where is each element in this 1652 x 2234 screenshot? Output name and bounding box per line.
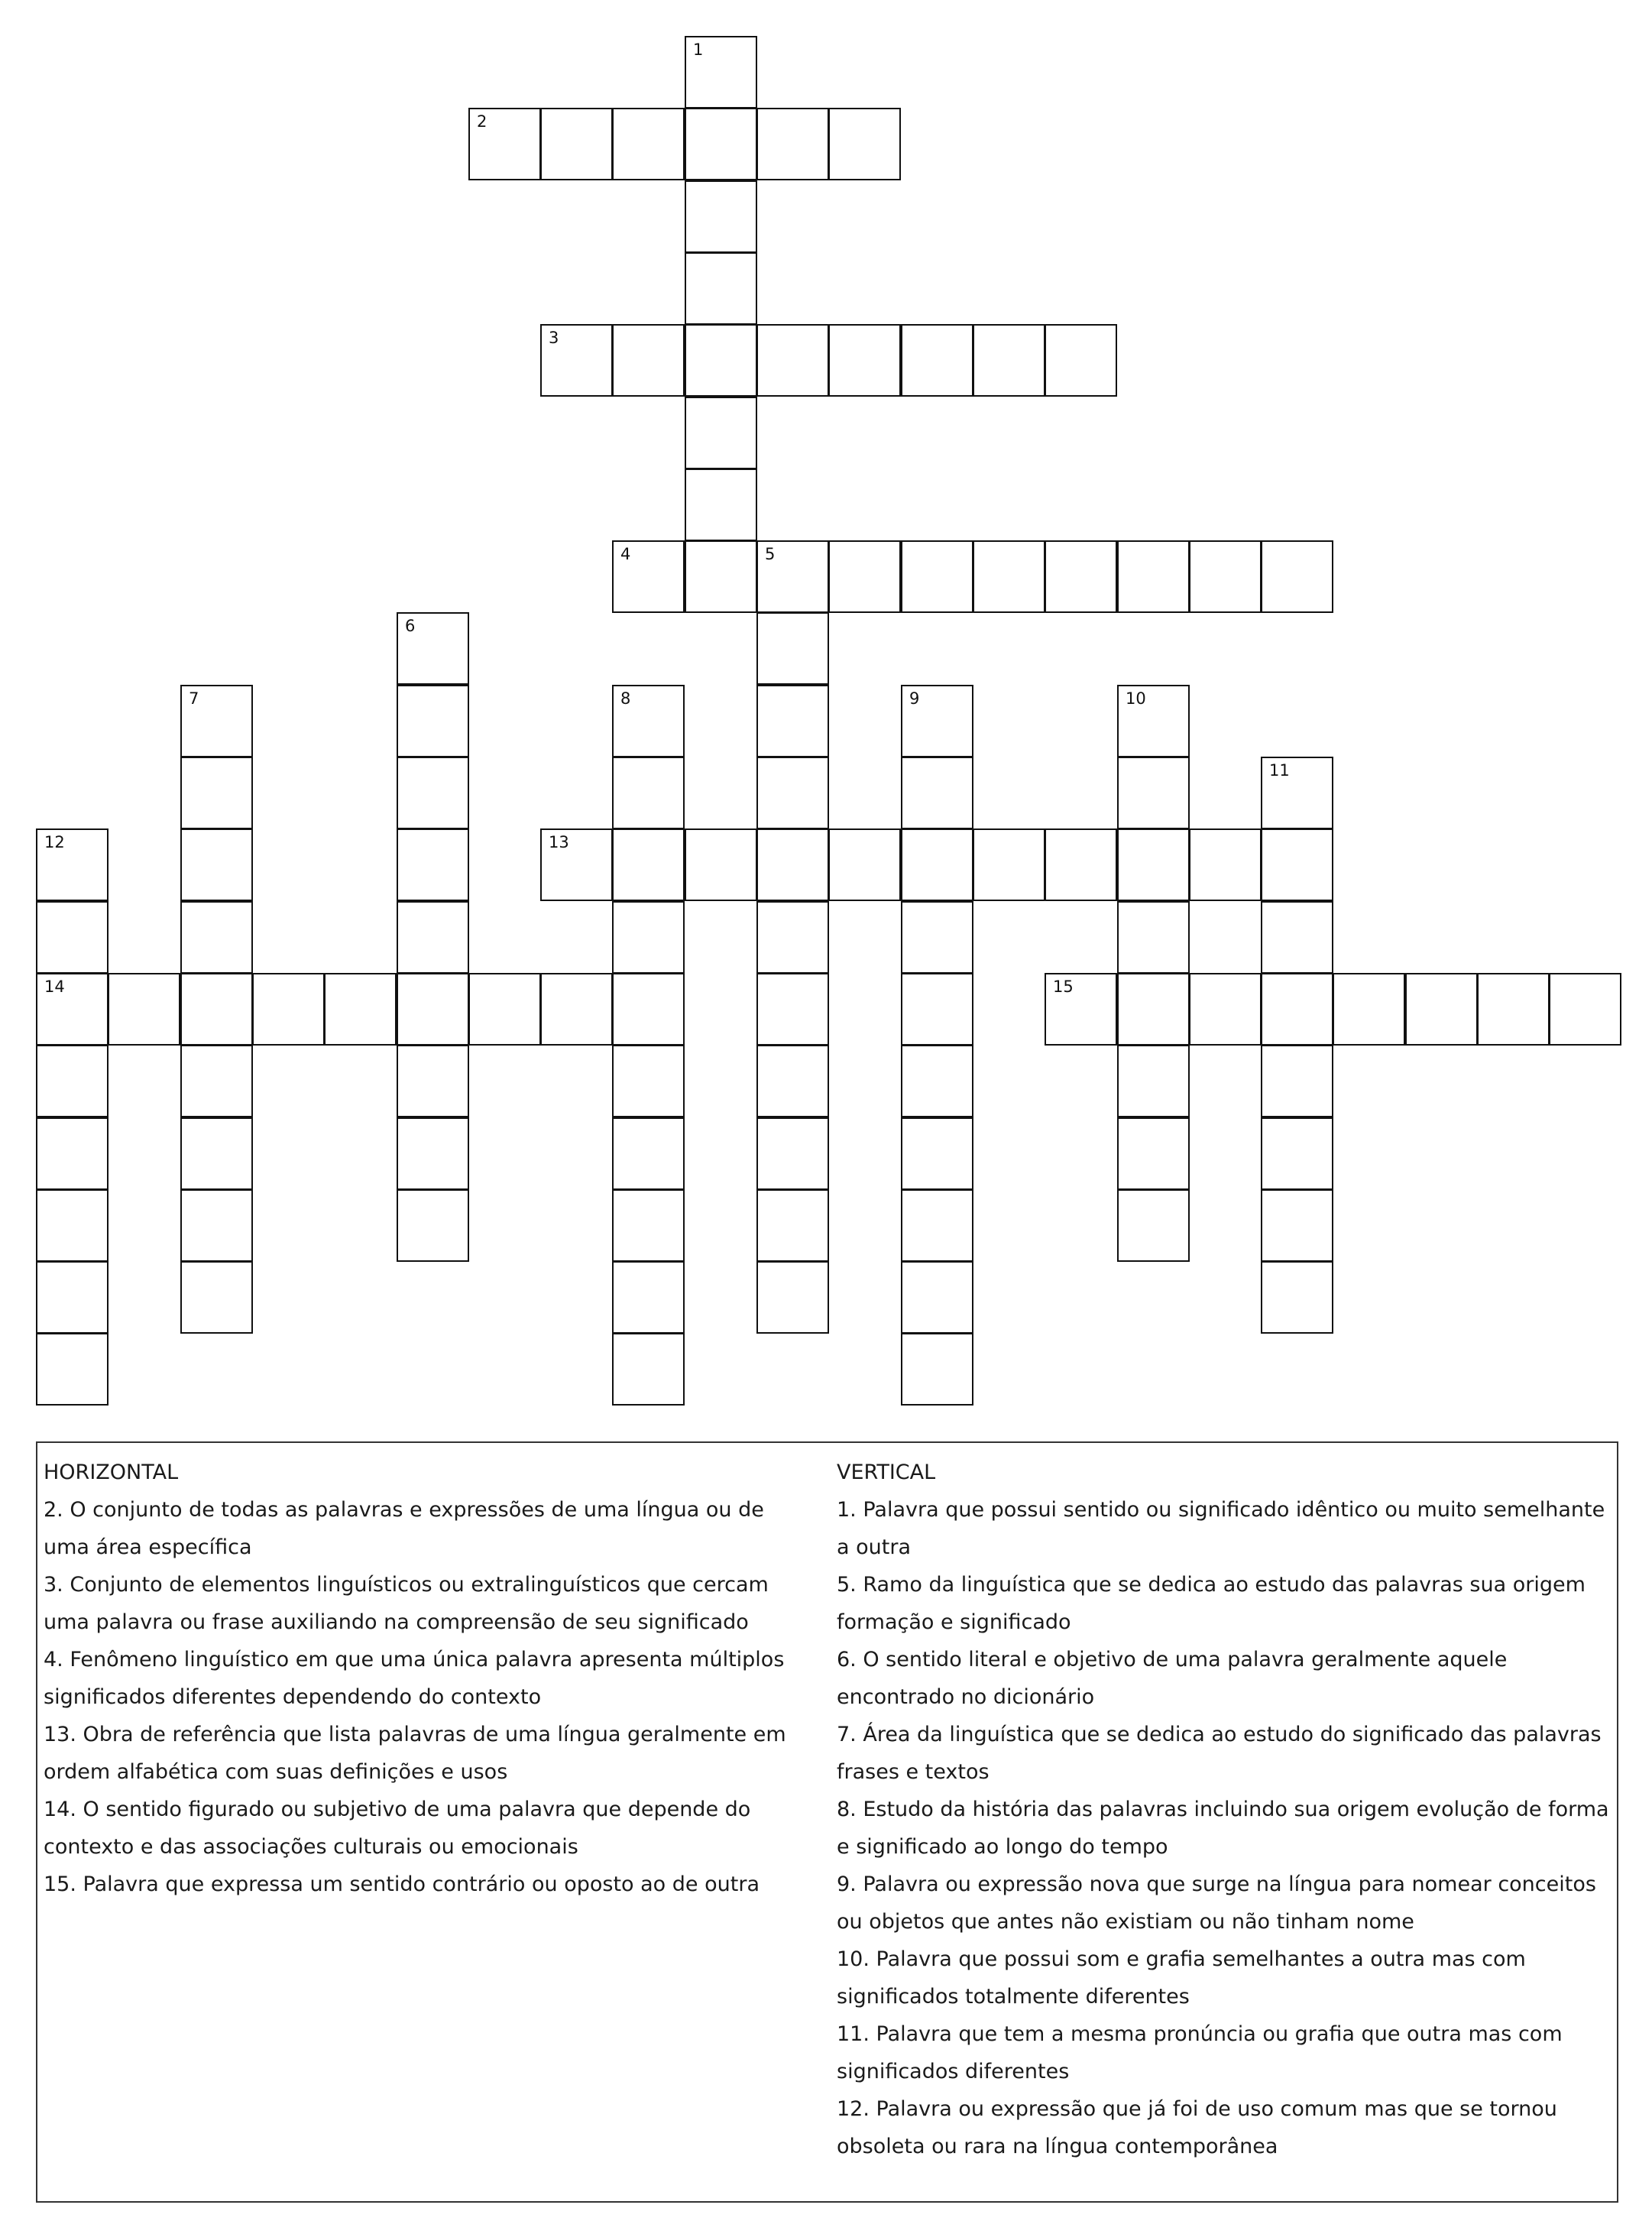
grid-cell[interactable] [1117, 828, 1190, 901]
grid-cell[interactable] [36, 1045, 109, 1117]
grid-cell[interactable] [973, 828, 1045, 901]
vertical-clues [837, 1454, 1612, 2165]
clue-number: 8 [620, 689, 631, 708]
clue-v-8: 8. Estudo da história das palavras incluindo sua origem evolução de forma e significado ao longo do tempo [837, 1798, 1609, 1859]
grid-cell[interactable] [180, 1045, 253, 1117]
grid-cell[interactable] [612, 757, 685, 829]
grid-cell[interactable] [540, 108, 613, 180]
grid-cell[interactable] [1117, 1045, 1190, 1117]
grid-cell[interactable] [901, 540, 973, 613]
grid-cell[interactable] [1477, 973, 1550, 1046]
grid-cell[interactable] [612, 973, 685, 1046]
grid-cell[interactable] [901, 1045, 973, 1117]
grid-cell[interactable] [901, 828, 973, 901]
grid-cell[interactable] [1189, 828, 1262, 901]
grid-cell[interactable] [1549, 973, 1621, 1046]
grid-cell[interactable] [973, 324, 1045, 397]
grid-cell[interactable] [180, 757, 253, 829]
clue-number: 6 [405, 617, 416, 635]
grid-cell[interactable] [685, 397, 757, 469]
grid-cell-10[interactable] [1117, 685, 1190, 757]
grid-cell[interactable] [612, 1333, 685, 1406]
grid-cell[interactable] [756, 1045, 829, 1117]
grid-cell-7[interactable] [180, 685, 253, 757]
grid-cell[interactable] [180, 828, 253, 901]
grid-cell[interactable] [901, 1117, 973, 1190]
grid-cell-8[interactable] [612, 685, 685, 757]
grid-cell[interactable] [685, 108, 757, 180]
grid-cell[interactable] [612, 1045, 685, 1117]
grid-cell[interactable] [756, 901, 829, 974]
clue-number: 10 [1126, 689, 1146, 708]
grid-cell[interactable] [36, 1189, 109, 1262]
grid-cell[interactable] [901, 1261, 973, 1334]
grid-cell-4[interactable] [612, 540, 685, 613]
grid-cell[interactable] [108, 973, 180, 1046]
grid-cell[interactable] [756, 1261, 829, 1334]
grid-cell[interactable] [1261, 540, 1333, 613]
grid-cell[interactable] [685, 324, 757, 397]
clue-v-9: 9. Palavra ou expressão nova que surge na língua para nomear conceitos ou objetos que antes não existiam ou não tinham nome [837, 1872, 1596, 1934]
grid-cell-5[interactable] [756, 540, 829, 613]
grid-cell[interactable] [1261, 973, 1333, 1046]
grid-cell[interactable] [756, 324, 829, 397]
grid-cell-9[interactable] [901, 685, 973, 757]
grid-cell[interactable] [1045, 324, 1117, 397]
grid-cell[interactable] [1045, 828, 1117, 901]
grid-cell[interactable] [685, 252, 757, 325]
clue-h-4: 4. Fenômeno linguístico em que uma única palavra apresenta múltiplos significados diferentes dependendo do contexto [44, 1648, 785, 1709]
grid-cell[interactable] [756, 828, 829, 901]
clue-number: 14 [44, 978, 65, 996]
grid-cell[interactable] [1333, 973, 1405, 1046]
grid-cell[interactable] [540, 973, 613, 1046]
clue-number: 4 [620, 545, 631, 563]
grid-cell[interactable] [1189, 973, 1262, 1046]
grid-cell[interactable] [828, 108, 901, 180]
grid-cell[interactable] [1261, 1117, 1333, 1190]
grid-cell[interactable] [468, 973, 541, 1046]
grid-cell[interactable] [756, 612, 829, 685]
horizontal-heading: HORIZONTAL [44, 1461, 179, 1484]
grid-cell[interactable] [828, 828, 901, 901]
clue-v-11: 11. Palavra que tem a mesma pronúncia ou grafia que outra mas com significados diferentes [837, 2022, 1563, 2083]
grid-cell[interactable] [612, 901, 685, 974]
clue-number: 11 [1269, 761, 1290, 780]
grid-cell-3[interactable] [540, 324, 613, 397]
grid-cell[interactable] [397, 685, 469, 757]
horizontal-clues [44, 1454, 815, 1903]
grid-cell[interactable] [612, 324, 685, 397]
grid-cell[interactable] [397, 1189, 469, 1262]
grid-cell[interactable] [397, 1045, 469, 1117]
grid-cell[interactable] [973, 540, 1045, 613]
grid-cell[interactable] [612, 828, 685, 901]
clue-number: 2 [477, 112, 488, 131]
grid-cell-2[interactable] [468, 108, 541, 180]
grid-cell[interactable] [180, 901, 253, 974]
grid-cell[interactable] [1261, 828, 1333, 901]
grid-cell[interactable] [756, 757, 829, 829]
clue-number: 1 [693, 41, 704, 59]
grid-cell-15[interactable] [1045, 973, 1117, 1046]
grid-cell[interactable] [1405, 973, 1478, 1046]
clue-v-10: 10. Palavra que possui som e grafia semelhantes a outra mas com significados totalmente diferentes [837, 1947, 1526, 2009]
grid-cell[interactable] [901, 1189, 973, 1262]
grid-cell[interactable] [36, 1333, 109, 1406]
grid-cell[interactable] [1117, 540, 1190, 613]
clue-number: 3 [549, 329, 559, 347]
grid-cell[interactable] [180, 1189, 253, 1262]
clue-number: 7 [189, 689, 199, 708]
grid-cell[interactable] [1117, 1189, 1190, 1262]
grid-cell[interactable] [397, 973, 469, 1046]
grid-cell[interactable] [397, 901, 469, 974]
clue-h-13: 13. Obra de referência que lista palavras de uma língua geralmente em ordem alfabética com suas definições e usos [44, 1723, 786, 1784]
grid-cell-14[interactable] [36, 973, 109, 1046]
grid-cell[interactable] [324, 973, 397, 1046]
grid-cell[interactable] [756, 973, 829, 1046]
grid-cell[interactable] [901, 1333, 973, 1406]
grid-cell[interactable] [756, 1117, 829, 1190]
grid-cell[interactable] [901, 901, 973, 974]
grid-cell[interactable] [36, 1261, 109, 1334]
grid-cell[interactable] [397, 828, 469, 901]
grid-cell[interactable] [1117, 757, 1190, 829]
clue-number: 15 [1053, 978, 1074, 996]
vertical-heading: VERTICAL [837, 1461, 936, 1484]
grid-cell[interactable] [612, 1189, 685, 1262]
grid-cell[interactable] [180, 973, 253, 1046]
grid-cell[interactable] [252, 973, 325, 1046]
grid-cell[interactable] [756, 685, 829, 757]
grid-cell[interactable] [1117, 1117, 1190, 1190]
grid-cell[interactable] [36, 1117, 109, 1190]
clue-v-1: 1. Palavra que possui sentido ou significado idêntico ou muito semelhante a outra [837, 1498, 1605, 1559]
grid-cell[interactable] [685, 180, 757, 253]
clue-number: 9 [909, 689, 920, 708]
grid-cell[interactable] [901, 757, 973, 829]
grid-cell[interactable] [1045, 540, 1117, 613]
clue-h-15: 15. Palavra que expressa um sentido contrário ou oposto ao de outra [44, 1872, 760, 1896]
grid-cell[interactable] [901, 324, 973, 397]
grid-cell[interactable] [397, 757, 469, 829]
grid-cell[interactable] [612, 108, 685, 180]
grid-cell[interactable] [685, 828, 757, 901]
clue-number: 5 [765, 545, 776, 563]
grid-cell[interactable] [1261, 1261, 1333, 1334]
grid-cell[interactable] [685, 540, 757, 613]
clue-number: 12 [44, 833, 65, 851]
clue-v-5: 5. Ramo da linguística que se dedica ao estudo das palavras sua origem formação e significado [837, 1573, 1586, 1634]
grid-cell-1[interactable] [685, 36, 757, 109]
grid-cell-12[interactable] [36, 828, 109, 901]
grid-cell[interactable] [685, 469, 757, 541]
clue-v-6: 6. O sentido literal e objetivo de uma palavra geralmente aquele encontrado no dicionário [837, 1648, 1508, 1709]
grid-cell[interactable] [756, 1189, 829, 1262]
grid-cell[interactable] [828, 324, 901, 397]
grid-cell[interactable] [828, 540, 901, 613]
grid-cell[interactable] [612, 1261, 685, 1334]
grid-cell[interactable] [180, 1261, 253, 1334]
grid-cell-6[interactable] [397, 612, 469, 685]
grid-cell[interactable] [612, 1117, 685, 1190]
clue-v-7: 7. Área da linguística que se dedica ao estudo do significado das palavras frases e textos [837, 1723, 1602, 1784]
grid-cell-13[interactable] [540, 828, 613, 901]
grid-cell[interactable] [397, 1117, 469, 1190]
grid-cell[interactable] [1117, 901, 1190, 974]
clue-v-12: 12. Palavra ou expressão que já foi de uso comum mas que se tornou obsoleta ou rara na língua contemporânea [837, 2097, 1557, 2158]
grid-cell-11[interactable] [1261, 757, 1333, 829]
clue-number: 13 [549, 833, 569, 851]
grid-cell[interactable] [1117, 973, 1190, 1046]
clue-h-3: 3. Conjunto de elementos linguísticos ou extralinguísticos que cercam uma palavra ou frase auxiliando na compreensão de seu significado [44, 1573, 769, 1634]
grid-cell[interactable] [1189, 540, 1262, 613]
clues-box [36, 1441, 1618, 2203]
grid-cell[interactable] [901, 973, 973, 1046]
clue-h-2: 2. O conjunto de todas as palavras e expressões de uma língua ou de uma área específica [44, 1498, 764, 1559]
grid-cell[interactable] [1261, 1045, 1333, 1117]
grid-cell[interactable] [1261, 1189, 1333, 1262]
grid-cell[interactable] [36, 901, 109, 974]
clue-h-14: 14. O sentido figurado ou subjetivo de uma palavra que depende do contexto e das associações culturais ou emocionais [44, 1798, 751, 1859]
grid-cell[interactable] [180, 1117, 253, 1190]
grid-cell[interactable] [756, 108, 829, 180]
grid-cell[interactable] [1261, 901, 1333, 974]
